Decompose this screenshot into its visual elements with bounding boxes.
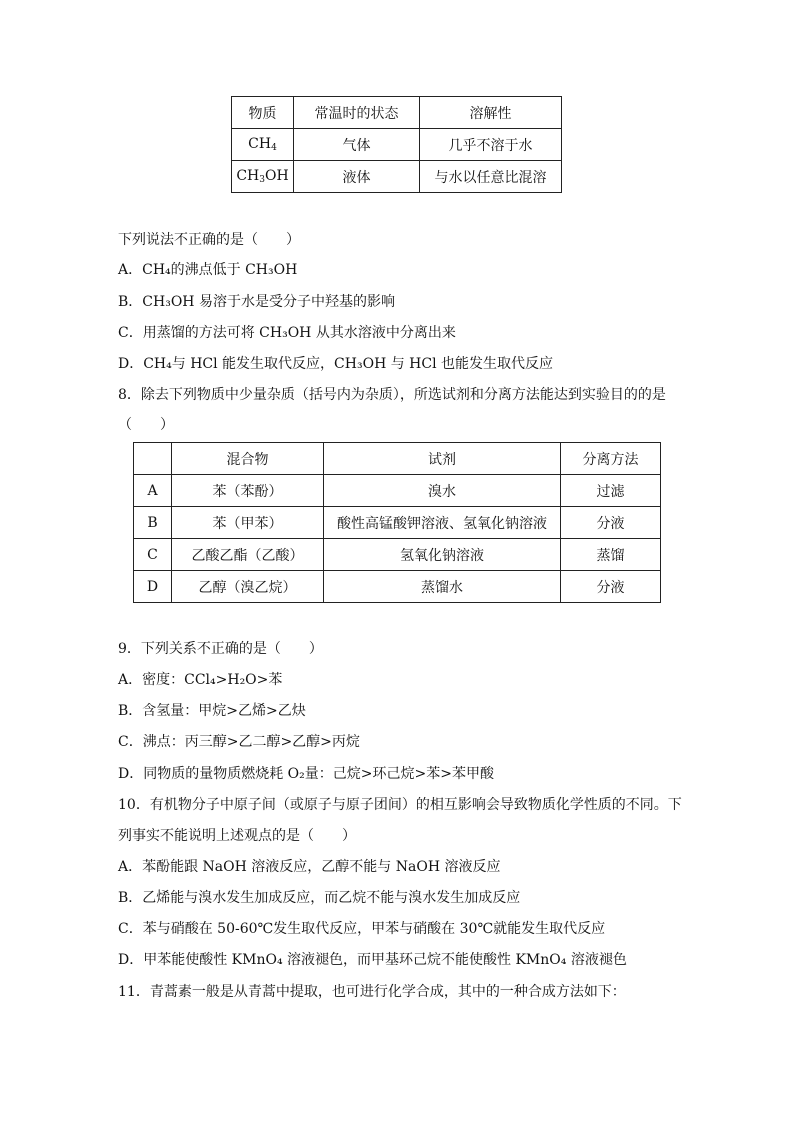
mixture-cell: 苯（苯酚） — [172, 475, 324, 507]
mixture-cell: 乙醇（溴乙烷） — [172, 571, 324, 603]
method-cell: 蒸馏 — [561, 539, 661, 571]
q8-stem: 8．除去下列物质中少量杂质（括号内为杂质），所选试剂和分离方法能达到实验目的的是 — [118, 387, 666, 403]
option-cell: A — [134, 475, 172, 507]
option-cell: D — [134, 571, 172, 603]
q8-paren: （ ） — [118, 417, 174, 433]
separation-table — [133, 442, 661, 603]
q10-option-d: D．甲苯能使酸性 KMnO₄ 溶液褪色，而甲基环己烷不能使酸性 KMnO₄ 溶液褪色 — [118, 952, 627, 968]
q9-option-b: B．含氢量：甲烷>乙烯>乙炔 — [118, 703, 306, 719]
q7-option-c: C．用蒸馏的方法可将 CH₃OH 从其水溶液中分离出来 — [118, 325, 456, 341]
method-cell: 分液 — [561, 571, 661, 603]
state-cell: 气体 — [294, 129, 420, 161]
q9-option-c: C．沸点：丙三醇>乙二醇>乙醇>丙烷 — [118, 734, 360, 750]
table-header-row — [232, 97, 562, 129]
q9-option-d: D．同物质的量物质燃烧耗 O₂量：己烷>环己烷>苯>苯甲酸 — [118, 766, 494, 782]
solubility-cell: 与水以任意比混溶 — [420, 161, 562, 193]
header-cell — [134, 443, 172, 475]
header-cell: 分离方法 — [561, 443, 661, 475]
reagent-cell: 蒸馏水 — [324, 571, 561, 603]
method-cell: 分液 — [561, 507, 661, 539]
q7-option-b: B．CH₃OH 易溶于水是受分子中羟基的影响 — [118, 294, 395, 310]
q7-option-a: A．CH₄的沸点低于 CH₃OH — [118, 262, 298, 278]
header-cell: 溶解性 — [420, 97, 562, 129]
option-cell: B — [134, 507, 172, 539]
q9-option-a: A．密度：CCl₄>H₂O>苯 — [118, 672, 283, 688]
q7-option-d: D．CH₄与 HCl 能发生取代反应，CH₃OH 与 HCl 也能发生取代反应 — [118, 356, 554, 372]
table-row — [134, 507, 661, 539]
method-cell: 过滤 — [561, 475, 661, 507]
q10-option-b: B．乙烯能与溴水发生加成反应，而乙烷不能与溴水发生加成反应 — [118, 890, 521, 906]
properties-table — [231, 96, 562, 193]
reagent-cell: 溴水 — [324, 475, 561, 507]
table-header-row — [134, 443, 661, 475]
q11-stem: 11．青蒿素一般是从青蒿中提取，也可进行化学合成，其中的一种合成方法如下： — [118, 984, 626, 1000]
q10-option-a: A．苯酚能跟 NaOH 溶液反应，乙醇不能与 NaOH 溶液反应 — [118, 859, 501, 875]
table-row — [232, 161, 562, 193]
solubility-cell: 几乎不溶于水 — [420, 129, 562, 161]
table-row — [134, 475, 661, 507]
q7-stem: 下列说法不正确的是（ ） — [118, 232, 300, 248]
reagent-cell: 氢氧化钠溶液 — [324, 539, 561, 571]
header-cell: 物质 — [232, 97, 294, 129]
substance-cell: $CH_3OH$ — [232, 161, 294, 193]
q9-stem: 9．下列关系不正确的是（ ） — [118, 641, 323, 657]
header-cell: 试剂 — [324, 443, 561, 475]
reagent-cell: 酸性高锰酸钾溶液、氢氧化钠溶液 — [324, 507, 561, 539]
q10-stem-line1: 10．有机物分子中原子间（或原子与原子团间）的相互影响会导致物质化学性质的不同。下 — [118, 797, 682, 813]
mixture-cell: 苯（甲苯） — [172, 507, 324, 539]
q10-stem-line2: 列事实不能说明上述观点的是（ ） — [118, 828, 356, 844]
header-cell: 常温时的状态 — [294, 97, 420, 129]
mixture-cell: 乙酸乙酯（乙酸） — [172, 539, 324, 571]
table-row — [232, 129, 562, 161]
substance-cell: $CH_4$ — [232, 129, 294, 161]
state-cell: 液体 — [294, 161, 420, 193]
header-cell: 混合物 — [172, 443, 324, 475]
table-row — [134, 571, 661, 603]
table-row — [134, 539, 661, 571]
q10-option-c: C．苯与硝酸在 50-60℃发生取代反应，甲苯与硝酸在 30℃就能发生取代反应 — [118, 921, 606, 937]
option-cell: C — [134, 539, 172, 571]
